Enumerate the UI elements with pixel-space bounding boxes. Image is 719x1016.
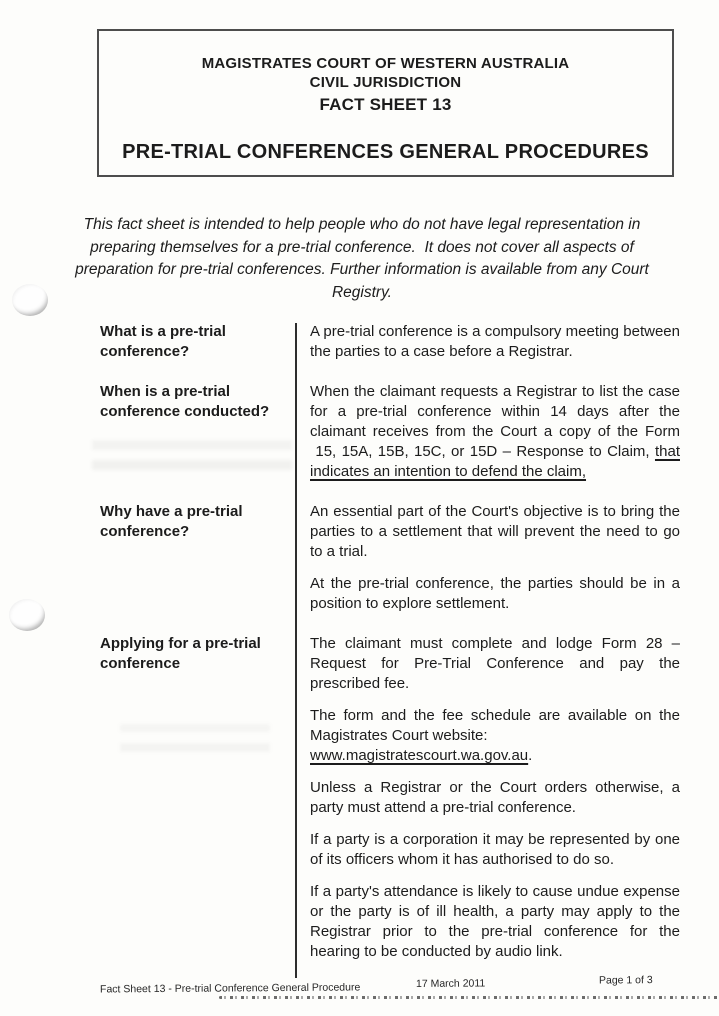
underlined-text: that indicates an intention to defend the claim, — [310, 443, 680, 480]
intro-paragraph: This fact sheet is intended to help people who do not have legal representation in preparing themselves for a pre-trial conference. It does not cover all aspects of preparation for pre-trial conferences. Further information is available from any Court Registry. — [75, 216, 649, 301]
question-label: What is a pre-trial conference? — [100, 323, 226, 360]
footer-date: 17 March 2011 — [415, 977, 486, 990]
question-label: Applying for a pre-trial conference — [100, 635, 261, 672]
answer-text: When the claimant requests a Registrar to list the case for a pre-trial conference within 14 days after the claimant receives from the Court a copy of the Form 15, 15A, 15B, 15C, or 15D – Response to Claim, that indicates an intention to defend the claim, — [310, 383, 680, 480]
document-title: PRE-TRIAL CONFERENCES GENERAL PROCEDURES — [122, 141, 649, 163]
underlined-text: www.magistratescourt.wa.gov.au — [310, 747, 529, 764]
question-label: When is a pre-trial conference conducted? — [100, 383, 270, 420]
answer-text: An essential part of the Court's objective is to bring the parties to a settlement that will prevent the need to go to a trial. At the pre-trial conference, the parties should be in a position to explore settlement. — [310, 503, 680, 612]
punch-hole-icon — [9, 599, 45, 631]
header-box — [97, 29, 674, 177]
footer-page-number: Page 1 of 3 — [598, 974, 653, 987]
jurisdiction-label: CIVIL JURISDICTION — [309, 74, 462, 91]
answer-text: A pre-trial conference is a compulsory meeting between the parties to a case before a Registrar. — [310, 323, 680, 360]
qa-table — [100, 322, 680, 982]
scan-edge-artifact — [219, 996, 719, 999]
answer-text: The claimant must complete and lodge Form 28 – Request for Pre-Trial Conference and pay the prescribed fee. The form and the fee schedule are available on the Magistrates Court website: www.magistratescourt.wa.gov.au. Unless a Registrar or the Court orders otherwise, a party must attend a pre-trial conference. If a party is a corporation it may be represented by one of its officers whom it has authorised to do so. If a party's attendance is likely to cause undue expense or the party is of ill health, a party may apply to the Registrar prior to the pre-trial conference for the hearing to be conducted by audio link. — [310, 635, 680, 960]
fact-sheet-number: FACT SHEET 13 — [319, 95, 452, 114]
question-label: Why have a pre-trial conference? — [100, 503, 243, 540]
footer-document-name: Fact Sheet 13 - Pre-trial Conference General Procedure — [99, 981, 361, 996]
court-name: MAGISTRATES COURT OF WESTERN AUSTRALIA — [201, 55, 570, 72]
punch-hole-icon — [12, 284, 48, 316]
